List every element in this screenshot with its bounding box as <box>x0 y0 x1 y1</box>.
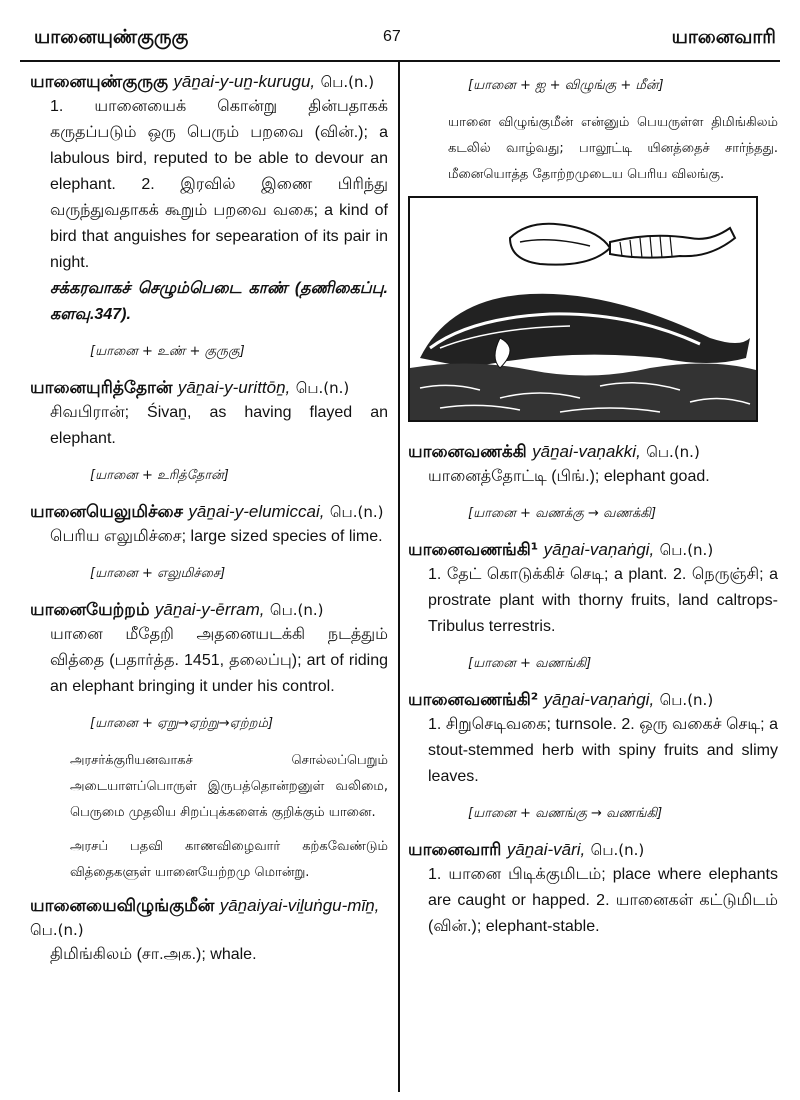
entry-definition: 1. யானை பிடிக்குமிடம்; place where elephants are caught or happed. 2. யானைகள் கட்டுமிடம் (வின்.); elephant-stable. <box>428 866 778 935</box>
entry-definition: யானைத்தோட்டி (பிங்.); elephant goad. <box>428 468 710 485</box>
dictionary-entry <box>408 440 778 490</box>
dictionary-entry <box>408 838 778 940</box>
part-of-speech: பெ.(n.) <box>295 379 350 397</box>
column-divider <box>398 62 400 1092</box>
entry-headword-line <box>408 538 778 562</box>
right-column <box>408 70 778 956</box>
entry-definition: 1. தேட் கொடுக்கிச் செடி; a plant. 2. நெருஞ்சி; a prostrate plant with thorny fruits, land caltrops-Tribulus terrestris. <box>428 566 778 635</box>
part-of-speech: பெ.(n.) <box>269 601 324 619</box>
whale-illustration <box>408 196 758 422</box>
header-rule <box>20 60 780 62</box>
etymology: [யானை + வணங்கு → வணங்கி] <box>468 806 663 821</box>
entry-headword-line <box>408 838 778 862</box>
etymology: [யானை + எலுமிச்சை] <box>90 566 226 581</box>
entry-definition: 1. யானையைக் கொன்று தின்பதாகக் கருதப்படும் ஒரு பெரும் பறவை (வின்.); a labulous bird, reputed to be able to devour an elephant. 2. இரவில் இணை பிரிந்து வருந்துவதாகக் கூறும் பறவை வகை; a kind of bird that anguishes for sepearation of its pair in night. <box>50 98 388 271</box>
part-of-speech: பெ.(n.) <box>590 841 645 859</box>
transliteration: yāṉai-y-urittōṉ, <box>177 378 291 397</box>
entry-definition: யானை மீதேறி அதனையடக்கி நடத்தும் வித்தை (பதார்த்த. 1451, தலைப்பு); art of riding an elephant bringing it under his control. <box>50 626 388 695</box>
entry-headword-line <box>30 70 388 94</box>
whale-drawing <box>410 198 756 420</box>
entry-citation: சக்கரவாகச் செழும்பெடை காண் (தணிகைப்பு. களவு.347). <box>50 280 388 323</box>
entry-headword-line <box>30 598 388 622</box>
etymology: [யானை + உரித்தோன்] <box>90 468 229 483</box>
page-header <box>0 24 800 60</box>
usage-note: அரசர்க்குரியனவாகச் சொல்லப்பெறும் அடையாளப்பொருள் இருபத்தொன்றனுள் வலிமை, பெருமை முதலிய சிறப்புக்களைக் குறிக்கும் யானை. <box>70 753 388 820</box>
part-of-speech: பெ.(n.) <box>659 691 714 709</box>
dictionary-entry <box>30 894 388 968</box>
transliteration: yāṉai-y-ērram, <box>154 600 265 619</box>
dictionary-entry <box>30 376 388 452</box>
headword: யானைவாரி <box>408 840 502 860</box>
etymology: [யானை + ஏறு→ஏற்று→ஏற்றம்] <box>90 716 274 731</box>
running-head-left: யானையுண்குருகு <box>34 26 189 48</box>
headword: யானையேற்றம் <box>30 600 150 620</box>
transliteration: yāṉai-vāri, <box>506 840 586 859</box>
transliteration: yāṉai-vaṇakki, <box>532 442 641 461</box>
part-of-speech: பெ.(n.) <box>329 503 384 521</box>
running-head-right: யானைவாரி <box>671 26 776 48</box>
entry-definition: திமிங்கிலம் (சா.அக.); whale. <box>50 946 257 963</box>
dictionary-entry <box>30 598 388 700</box>
entry-headword-line <box>408 688 778 712</box>
part-of-speech: பெ.(n.) <box>320 73 375 91</box>
part-of-speech: பெ.(n.) <box>659 541 714 559</box>
headword: யானையெலுமிச்சை <box>30 502 183 522</box>
part-of-speech: பெ.(n.) <box>30 921 84 939</box>
entry-definition: சிவபிரான்; Śivaṉ, as having flayed an elephant. <box>50 404 388 447</box>
entry-definition: 1. சிறுசெடிவகை; turnsole. 2. ஒரு வகைச் செடி; a stout-stemmed herb with spiny fruits and slimy leaves. <box>428 716 778 785</box>
entry-headword-line <box>30 500 388 524</box>
transliteration: yāṉaiyai-viḻuṅgu-mīṉ, <box>219 896 380 915</box>
transliteration: yāṉai-vaṇaṅgi, <box>543 690 655 709</box>
dictionary-entry <box>30 500 388 550</box>
transliteration: yāṉai-vaṇaṅgi, <box>543 540 655 559</box>
transliteration: yāṉai-y-uṉ-kurugu, <box>173 72 316 91</box>
entry-definition: பெரிய எலுமிச்சை; large sized species of lime. <box>50 528 383 545</box>
dictionary-entry <box>408 538 778 640</box>
headword: யானையைவிழுங்குமீன் <box>30 896 215 916</box>
usage-note: அரசப் பதவி காணவிழைவார் கற்கவேண்டும் வித்தைகளுள் யானையேற்றமு மொன்று. <box>70 839 388 880</box>
headword: யானைவணக்கி <box>408 442 527 462</box>
page-number: 67 <box>383 28 401 45</box>
etymology: [யானை + ஐ + விழுங்கு + மீன்] <box>468 78 664 93</box>
entry-headword-line <box>30 376 388 400</box>
entry-headword-line <box>408 440 778 464</box>
headword: யானையுண்குருகு <box>30 72 169 92</box>
transliteration: yāṉai-y-elumiccai, <box>188 502 325 521</box>
etymology: [யானை + வணங்கி] <box>468 656 592 671</box>
part-of-speech: பெ.(n.) <box>646 443 700 461</box>
entry-headword-line <box>30 894 388 942</box>
left-column <box>30 70 388 984</box>
etymology: [யானை + வணக்கு → வணக்கி] <box>468 506 657 521</box>
usage-note: யானை விழுங்குமீன் என்னும் பெயருள்ள திமிங்கிலம் கடலில் வாழ்வது; பாலூட்டி யினத்தைச் சார்ந்தது. மீனையொத்த தோற்றமுடைய பெரிய விலங்கு. <box>448 115 778 182</box>
headword: யானையுரித்தோன் <box>30 378 173 398</box>
dictionary-entry <box>30 70 388 328</box>
headword: யானைவணங்கி² <box>408 690 539 710</box>
headword: யானைவணங்கி¹ <box>408 540 539 560</box>
etymology: [யானை + உண் + குருகு] <box>90 344 245 359</box>
dictionary-entry <box>408 688 778 790</box>
